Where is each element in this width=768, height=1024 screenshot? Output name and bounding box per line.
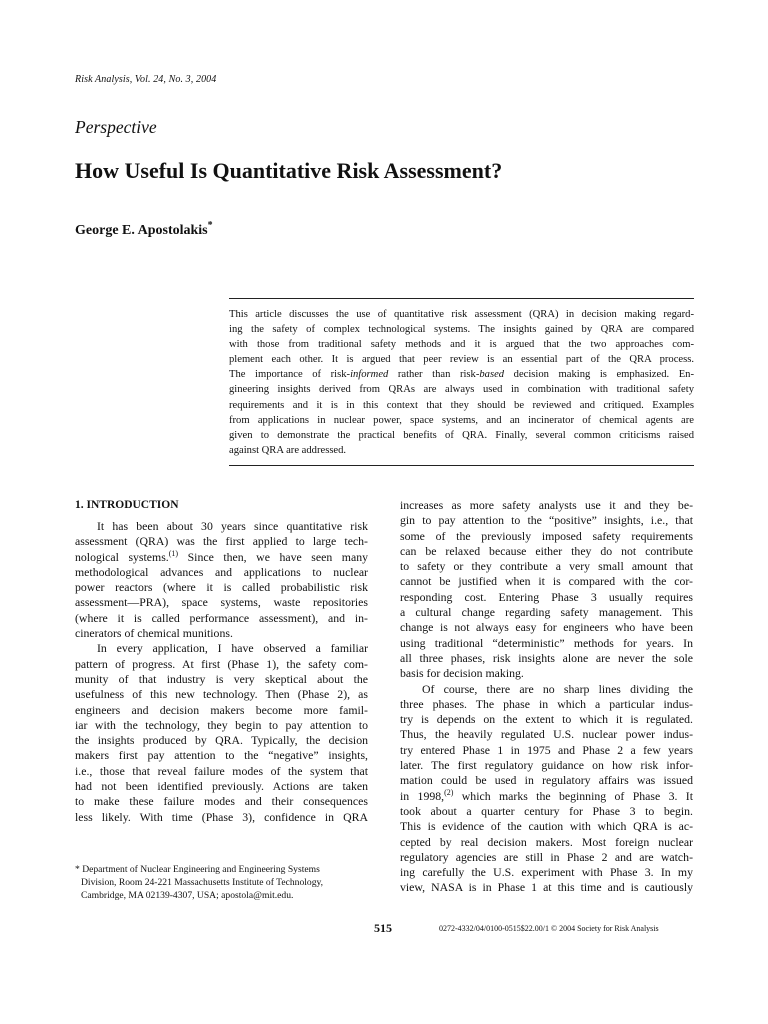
text-line: mation could be used in regulatory affairs was issued [400, 773, 693, 788]
article-type: Perspective [75, 117, 157, 137]
text-line: three phases. The phase in which a particular indus- [400, 696, 693, 711]
journal-citation: Risk Analysis, Vol. 24, No. 3, 2004 [75, 74, 217, 85]
text-line: assessment (QRA) was the first applied to large tech- [75, 534, 368, 549]
copyright-line: 0272-4332/04/0100-0515$22.00/1 © 2004 Society for Risk Analysis [439, 924, 659, 933]
page-number: 515 [374, 921, 392, 935]
paragraph [400, 498, 693, 682]
text-line: ing carefully the U.S. experiment with Phase 3. In my [400, 865, 693, 880]
text-line: took about a quarter century for Phase 3 to begin. [400, 803, 693, 818]
text-line: usefulness of this new technology. Then (Phase 2), as [75, 687, 368, 702]
text-line: cinerators of chemical munitions. [75, 626, 233, 641]
text-line: iar with the technology, they begin to pay attention to [75, 717, 368, 732]
text-line: In every application, I have observed a familiar [97, 641, 368, 656]
text-line: try entered Phase 1 in 1975 and Phase 2 a few years [400, 742, 693, 757]
text-line: less likely. With time (Phase 3), confidence in QRA [75, 809, 368, 824]
text-line: later. The first regulatory guidance on how risk infor- [400, 758, 693, 773]
text-line: requirements and it is in this context that they should be reviewed and critiqued. Examples [229, 399, 694, 411]
text-line: This is evidence of the caution with which QRA is ac- [400, 819, 693, 834]
text-line: methodological advances and applications to nuclear [75, 564, 368, 579]
abstract-bottom-rule [229, 465, 694, 466]
text-line: Cambridge, MA 02139-4307, USA; apostola@mit.edu. [81, 890, 294, 901]
text-line: in 1998,$^{(2)}$ which marks the beginning of Phase 3. It [400, 787, 694, 803]
text-line: cepted by real decision makers. Most foreign nuclear [400, 834, 693, 849]
abstract-top-rule [229, 298, 694, 299]
text-line: regulatory agencies are still in Phase 2 and are watch- [400, 849, 693, 864]
text-line: change is not always easy for engineers who have been [400, 620, 693, 635]
text-line: with those from traditional safety methods and it is argued that the two approaches com- [229, 339, 694, 351]
text-line: It has been about 30 years since quantitative risk [97, 519, 368, 533]
paragraph [400, 682, 693, 896]
text-line: pattern of progress. At first (Phase 1), the safety com- [75, 656, 368, 671]
paragraph [75, 641, 368, 825]
section-heading: 1. INTRODUCTION [75, 499, 179, 511]
text-line: (where it is called performance assessment), and in- [75, 610, 368, 625]
text-line: try is depends on the extent to which it is regulated. [400, 712, 693, 727]
text-line: all three phases, risk insights alone are never the sole [400, 650, 693, 665]
text-line: given to demonstrate the practical benefits of QRA. Finally, several common criticisms raised [229, 429, 694, 441]
text-line: gineering insights derived from QRAs are always used in combination with traditional safety [229, 384, 694, 396]
text-line: Of course, there are no sharp lines dividing the [422, 681, 693, 696]
text-line: makers first pay attention to the “negative” insights, [75, 748, 368, 763]
text-line: can be relaxed because either they do not contribute [400, 543, 693, 558]
author-footnote-mark[interactable]: * [207, 220, 213, 231]
text-line: nological systems.$^{(1)}$ Since then, we have seen many [75, 548, 368, 564]
text-line: from applications in nuclear power, space systems, and an incinerator of chemical agents are [229, 414, 694, 426]
text-line: increases as more safety analysts use it and they be- [400, 498, 693, 512]
text-line: some of the previously imposed safety requirements [400, 528, 693, 543]
article-title: How Useful Is Quantitative Risk Assessment? [75, 158, 503, 183]
text-line: responding cost. Entering Phase 3 usually requires [400, 589, 693, 604]
text-line: The importance of risk-informed rather than risk-based decision making is emphasized. En- [229, 369, 694, 381]
text-line: Thus, the heavily regulated U.S. nuclear power indus- [400, 727, 693, 742]
right-column [400, 498, 693, 896]
text-line: engineers and decision makers become more famil- [75, 702, 368, 717]
text-line: power reactors (where it is called probabilistic risk [75, 580, 368, 595]
text-line: munity of that industry is very skeptical about the [75, 671, 368, 686]
text-line: * Department of Nuclear Engineering and Engineering Systems [75, 864, 320, 875]
text-line: gin to pay attention to the “positive” insights, i.e., that [400, 513, 693, 528]
citation-ref[interactable]: (2) [444, 787, 454, 797]
text-line: plement each other. It is argued that peer review is an essential part of the QRA process. [229, 354, 694, 366]
left-column [75, 498, 368, 825]
text-line: view, NASA is in Phase 1 at this time and is cautiously [400, 880, 693, 895]
text-line: the insights produced by QRA. Typically, the decision [75, 733, 368, 748]
text-line: i.e., those that reveal failure modes of the system that [75, 763, 368, 778]
abstract [229, 307, 694, 458]
text-line: against QRA are addressed. [229, 444, 347, 456]
text-line: to make these failure modes and their consequences [75, 794, 368, 809]
author-name: George E. Apostolakis [75, 223, 208, 238]
citation-ref[interactable]: (1) [168, 548, 179, 558]
paragraph [75, 519, 368, 641]
text-line: had not been identified previously. Actions are taken [75, 779, 368, 794]
author-affiliation-footnote [75, 863, 375, 902]
text-line: basis for decision making. [400, 666, 524, 681]
text-line: using traditional “deterministic” methods for years. In [400, 635, 693, 650]
text-line: Division, Room 24-221 Massachusetts Institute of Technology, [81, 877, 324, 888]
text-line: This article discusses the use of quantitative risk assessment (QRA) in decision making regard- [229, 309, 694, 320]
text-line: assessment—PRA), space systems, waste repositories [75, 595, 368, 610]
text-line: cannot be justified when it is compared with the cor- [400, 574, 693, 589]
text-line: to safety or they contribute a very small amount that [400, 559, 693, 574]
text-line: a cultural change regarding safety management. This [400, 605, 693, 620]
author-line [75, 220, 213, 239]
text-line: ing the safety of complex technological systems. The insights gained by QRA are compared [229, 324, 694, 336]
